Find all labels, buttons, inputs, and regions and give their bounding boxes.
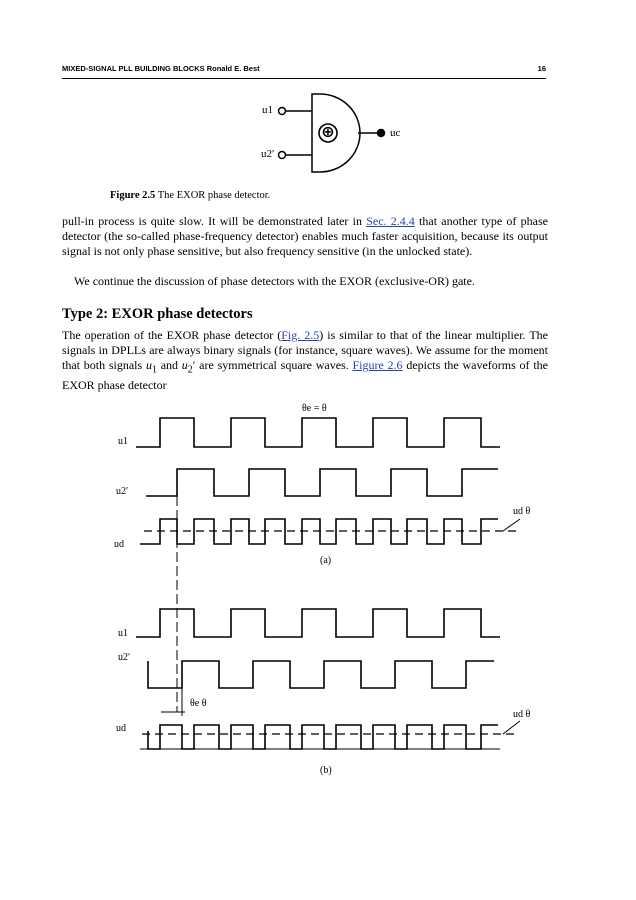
section-heading: Type 2: EXOR phase detectors [62,306,253,322]
paragraph-text: are symmetrical square waves. [195,358,353,373]
signal-label-b-ud: ud [116,723,126,734]
phase-label-b: θe θ [190,698,207,709]
paragraph-text: The operation of the EXOR phase detector ( [62,328,282,342]
math-u2: u [181,358,188,373]
math-u1: u [145,358,152,373]
gate-output-label: uc [390,127,401,139]
paragraph-text: and [156,358,182,373]
signal-label-a-u1: u1 [118,436,128,447]
average-label-a: ud θ [513,506,531,517]
waveform-b-ud [148,725,498,749]
paragraph-text: that another type of phase detector (the so-called phase-frequency detector) enables much faster acquisition, because its output signal is not only phase sensitive, but also frequency sensitive (in the unlocked state). [62,214,548,259]
gate-input-label-u2: u2′ [261,148,275,160]
math-u2-prime: ′ [192,358,196,373]
waveform-b-u2 [148,661,494,688]
math-u1-sub: 1 [151,364,157,376]
phase-label-a: θe = θ [302,403,327,414]
paragraph-text: pull-in process is quite slow. It will be demonstrated later in [62,214,367,228]
page-number: 16 [537,64,546,73]
paragraph-text: ) is similar to that of the linear multiplier. The signals in DPLLs are always binary signals (for instance, square waves). We assume for the moment that both signals [62,328,548,373]
figure-label: Figure 2.5 [110,190,156,201]
xor-symbol: ⊕ [321,122,335,141]
waveform-b-u1 [136,609,500,637]
figure-caption-text: The EXOR phase detector. [155,190,271,201]
signal-label-a-ud: ud [114,539,124,550]
link-sec-2-4-4[interactable]: Sec. 2.4.4 [366,214,415,228]
math-u2-sub: 2 [187,364,193,376]
link-fig-2-5[interactable]: Fig. 2.5 [281,328,320,342]
signal-label-b-u1: u1 [118,628,128,639]
gate-input-label-u1: u1 [262,104,273,116]
average-label-b: ud θ [513,709,531,720]
signal-label-b-u2: u2′ [118,652,131,663]
panel-label-a: (a) [320,555,332,566]
paragraph-text: depicts the waveforms of the EXOR phase detector [62,358,548,392]
waveform-a-u2 [146,469,498,496]
signal-label-a-u2: u2′ [116,486,129,497]
arrow-b [503,721,520,734]
running-title: MIXED-SIGNAL PLL BUILDING BLOCKS Ronald E. Best [62,64,260,73]
link-figure-2-6[interactable]: Figure 2.6 [352,358,403,373]
panel-label-b: (b) [320,765,332,776]
arrow-a [503,519,520,531]
waveform-a-u1 [136,418,500,447]
paragraph-text: We continue the discussion of phase detectors with the EXOR (exclusive-OR) gate. [74,274,475,288]
